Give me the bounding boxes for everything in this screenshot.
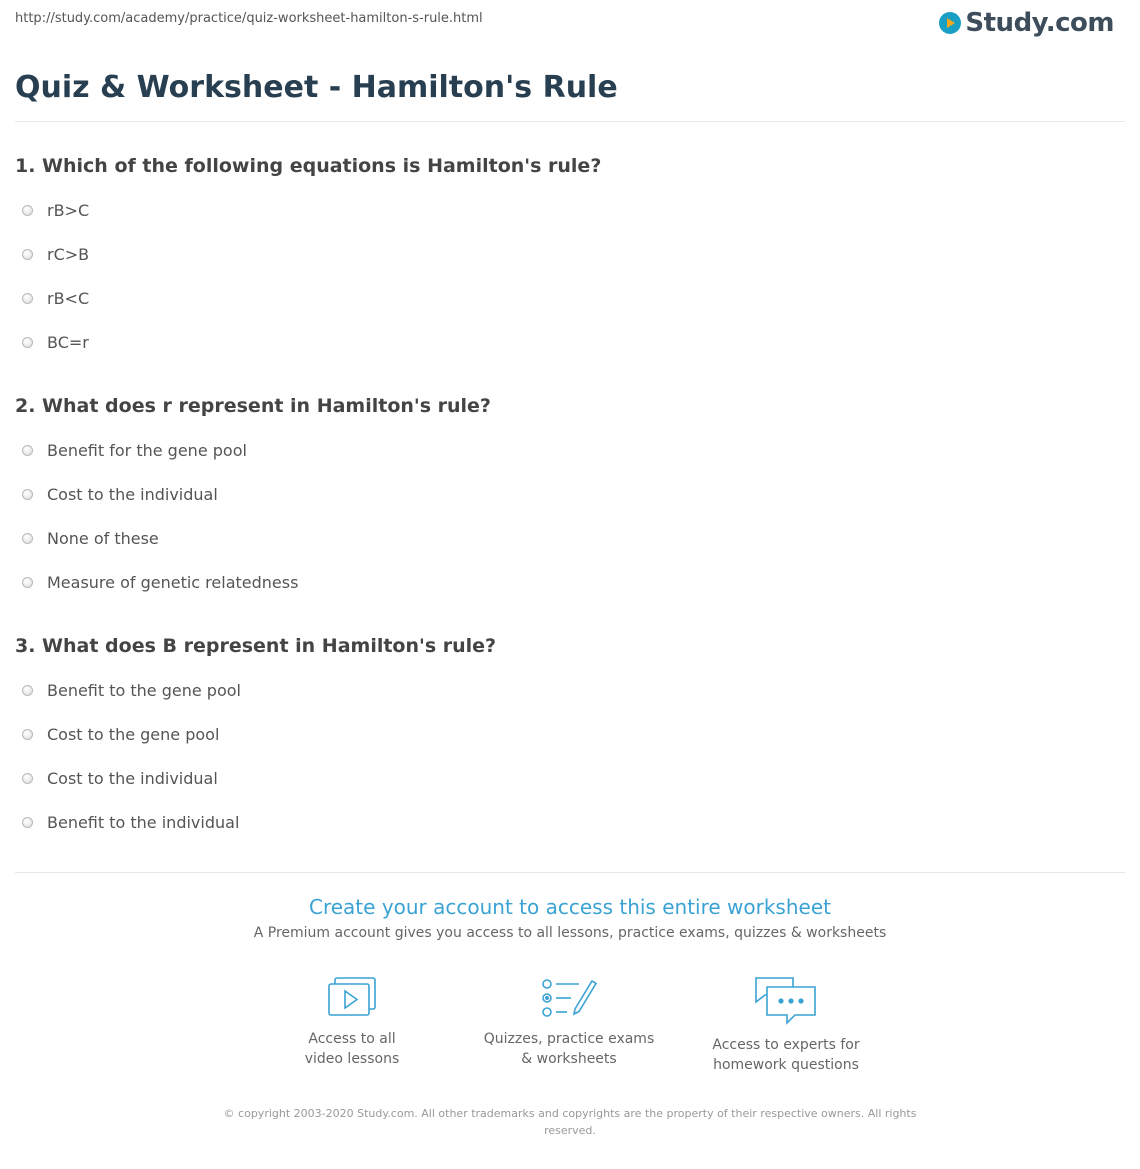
radio-button[interactable]: [22, 293, 33, 304]
radio-button[interactable]: [22, 577, 33, 588]
feature-quizzes: Quizzes, practice exams & worksheets: [469, 975, 669, 1069]
q3-option-3[interactable]: Cost to the individual: [22, 767, 218, 789]
q3-option-1[interactable]: Benefit to the gene pool: [22, 679, 241, 701]
q2-option-1[interactable]: Benefit for the gene pool: [22, 439, 247, 461]
cta-subtitle: A Premium account gives you access to all lessons, practice exams, quizzes & worksheets: [253, 925, 887, 941]
page-url: http://study.com/academy/practice/quiz-worksheet-hamilton-s-rule.html: [15, 11, 483, 26]
q2-option-3[interactable]: None of these: [22, 527, 159, 549]
feature-video-lessons: Access to all video lessons: [252, 975, 452, 1069]
radio-button[interactable]: [22, 337, 33, 348]
cta-title-link[interactable]: Create your account to access this entire worksheet: [309, 895, 831, 919]
radio-button[interactable]: [22, 489, 33, 500]
play-logo-icon: [939, 12, 961, 34]
video-lessons-icon: [326, 975, 378, 1021]
radio-button[interactable]: [22, 249, 33, 260]
radio-button[interactable]: [22, 685, 33, 696]
logo-text: Study.com: [965, 8, 1114, 38]
q1-option-4[interactable]: BC=r: [22, 331, 89, 353]
q1-option-1[interactable]: rB>C: [22, 199, 89, 221]
question-3: 3. What does B represent in Hamilton's rule?: [15, 635, 497, 657]
q3-option-4[interactable]: Benefit to the individual: [22, 811, 239, 833]
copyright-text: © copyright 2003-2020 Study.com. All other trademarks and copyrights are the property of their respective owners. All rights reserved.: [223, 1107, 917, 1137]
radio-button[interactable]: [22, 445, 33, 456]
q2-option-2[interactable]: Cost to the individual: [22, 483, 218, 505]
chat-bubbles-icon: [753, 975, 819, 1027]
radio-button[interactable]: [22, 533, 33, 544]
q3-option-2[interactable]: Cost to the gene pool: [22, 723, 219, 745]
page-title: Quiz & Worksheet - Hamilton's Rule: [15, 70, 618, 105]
feature-experts: Access to experts for homework questions: [686, 975, 886, 1075]
question-2: 2. What does r represent in Hamilton's rule?: [15, 395, 491, 417]
q1-option-2[interactable]: rC>B: [22, 243, 89, 265]
q2-option-4[interactable]: Measure of genetic relatedness: [22, 571, 298, 593]
question-1: 1. Which of the following equations is Hamilton's rule?: [15, 155, 602, 177]
radio-button[interactable]: [22, 205, 33, 216]
radio-button[interactable]: [22, 729, 33, 740]
divider: [15, 121, 1125, 122]
radio-button[interactable]: [22, 773, 33, 784]
quiz-checklist-icon: [541, 975, 597, 1021]
study-logo[interactable]: [939, 8, 1114, 38]
q1-option-3[interactable]: rB<C: [22, 287, 89, 309]
radio-button[interactable]: [22, 817, 33, 828]
divider: [15, 872, 1125, 873]
